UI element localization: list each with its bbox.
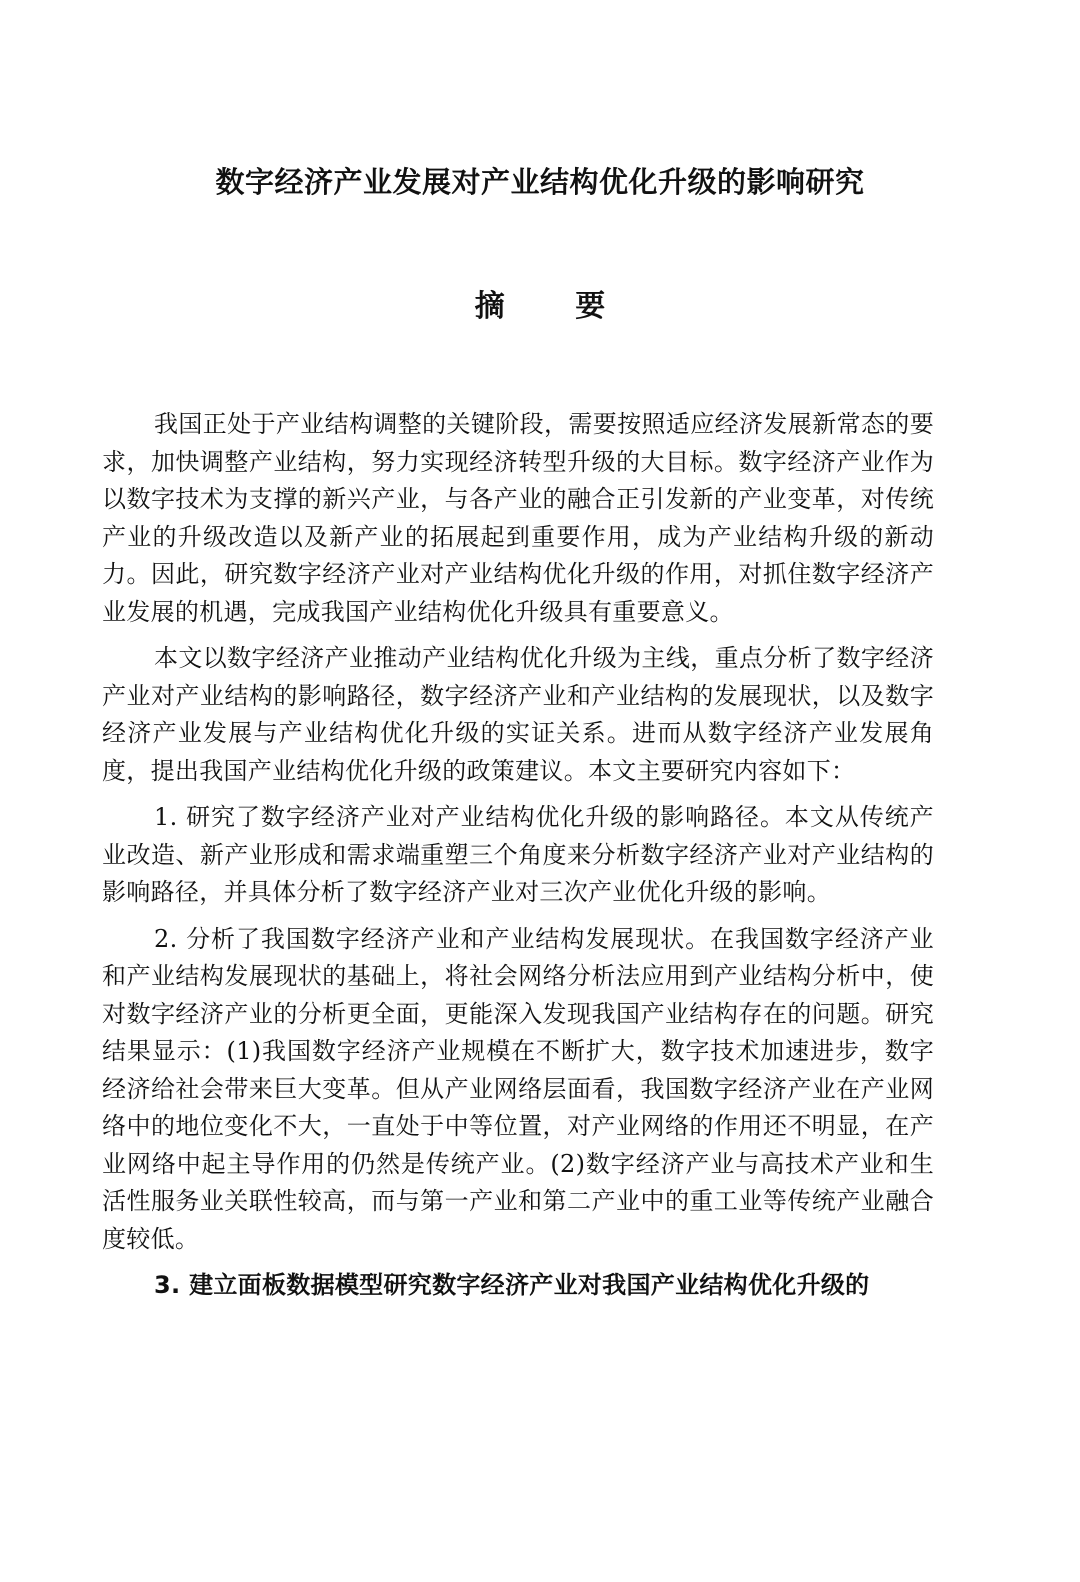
abstract-paragraph-1: 我国正处于产业结构调整的关键阶段，需要按照适应经济发展新常态的要求，加快调整产业结构，努力实现经济转型升级的大目标。数字经济产业作为以数字技术为支撑的新兴产业，与各产业的融合正引发新的产业变革，对传统产业的升级改造以及新产业的拓展起到重要作用，成为产业结构升级的新动力。因此，研究数字经济产业对产业结构优化升级的作用，对抓住数字经济产业发展的机遇，完成我国产业结构优化升级具有重要意义。 (102, 410, 934, 626)
paper-title: 数字经济产业发展对产业结构优化升级的影响研究 (215, 165, 865, 199)
abstract-heading: 摘 要 (474, 289, 636, 324)
abstract-paragraph-4: 2. 分析了我国数字经济产业和产业结构发展现状。在我国数字经济产业和产业结构发展现状的基础上，将社会网络分析法应用到产业结构分析中，使对数字经济产业的分析更全面，更能深入发现我国产业结构存在的问题。研究结果显示：(1)我国数字经济产业规模在不断扩大，数字技术加速进步，数字经济给社会带来巨大变革。但从产业网络层面看，我国数字经济产业在产业网络中的地位变化不大，一直处于中等位置，对产业网络的作用还不明显，在产业网络中起主导作用的仍然是传统产业。(2)数字经济产业与高技术产业和生活性服务业关联性较高，而与第一产业和第二产业中的重工业等传统产业融合度较低。 (102, 924, 934, 1253)
abstract-paragraph-2: 本文以数字经济产业推动产业结构优化升级为主线，重点分析了数字经济产业对产业结构的影响路径，数字经济产业和产业结构的发展现状，以及数字经济产业发展与产业结构优化升级的实证关系。进而从数字经济产业发展角度，提出我国产业结构优化升级的政策建议。本文主要研究内容如下： (102, 644, 934, 785)
abstract-body (102, 406, 934, 1314)
abstract-paragraph-5: 3. 建立面板数据模型研究数字经济产业对我国产业结构优化升级的 (154, 1271, 870, 1299)
abstract-paragraph-3: 1. 研究了数字经济产业对产业结构优化升级的影响路径。本文从传统产业改造、新产业形成和需求端重塑三个角度来分析数字经济产业对产业结构的影响路径，并具体分析了数字经济产业对三次产业优化升级的影响。 (102, 803, 934, 906)
